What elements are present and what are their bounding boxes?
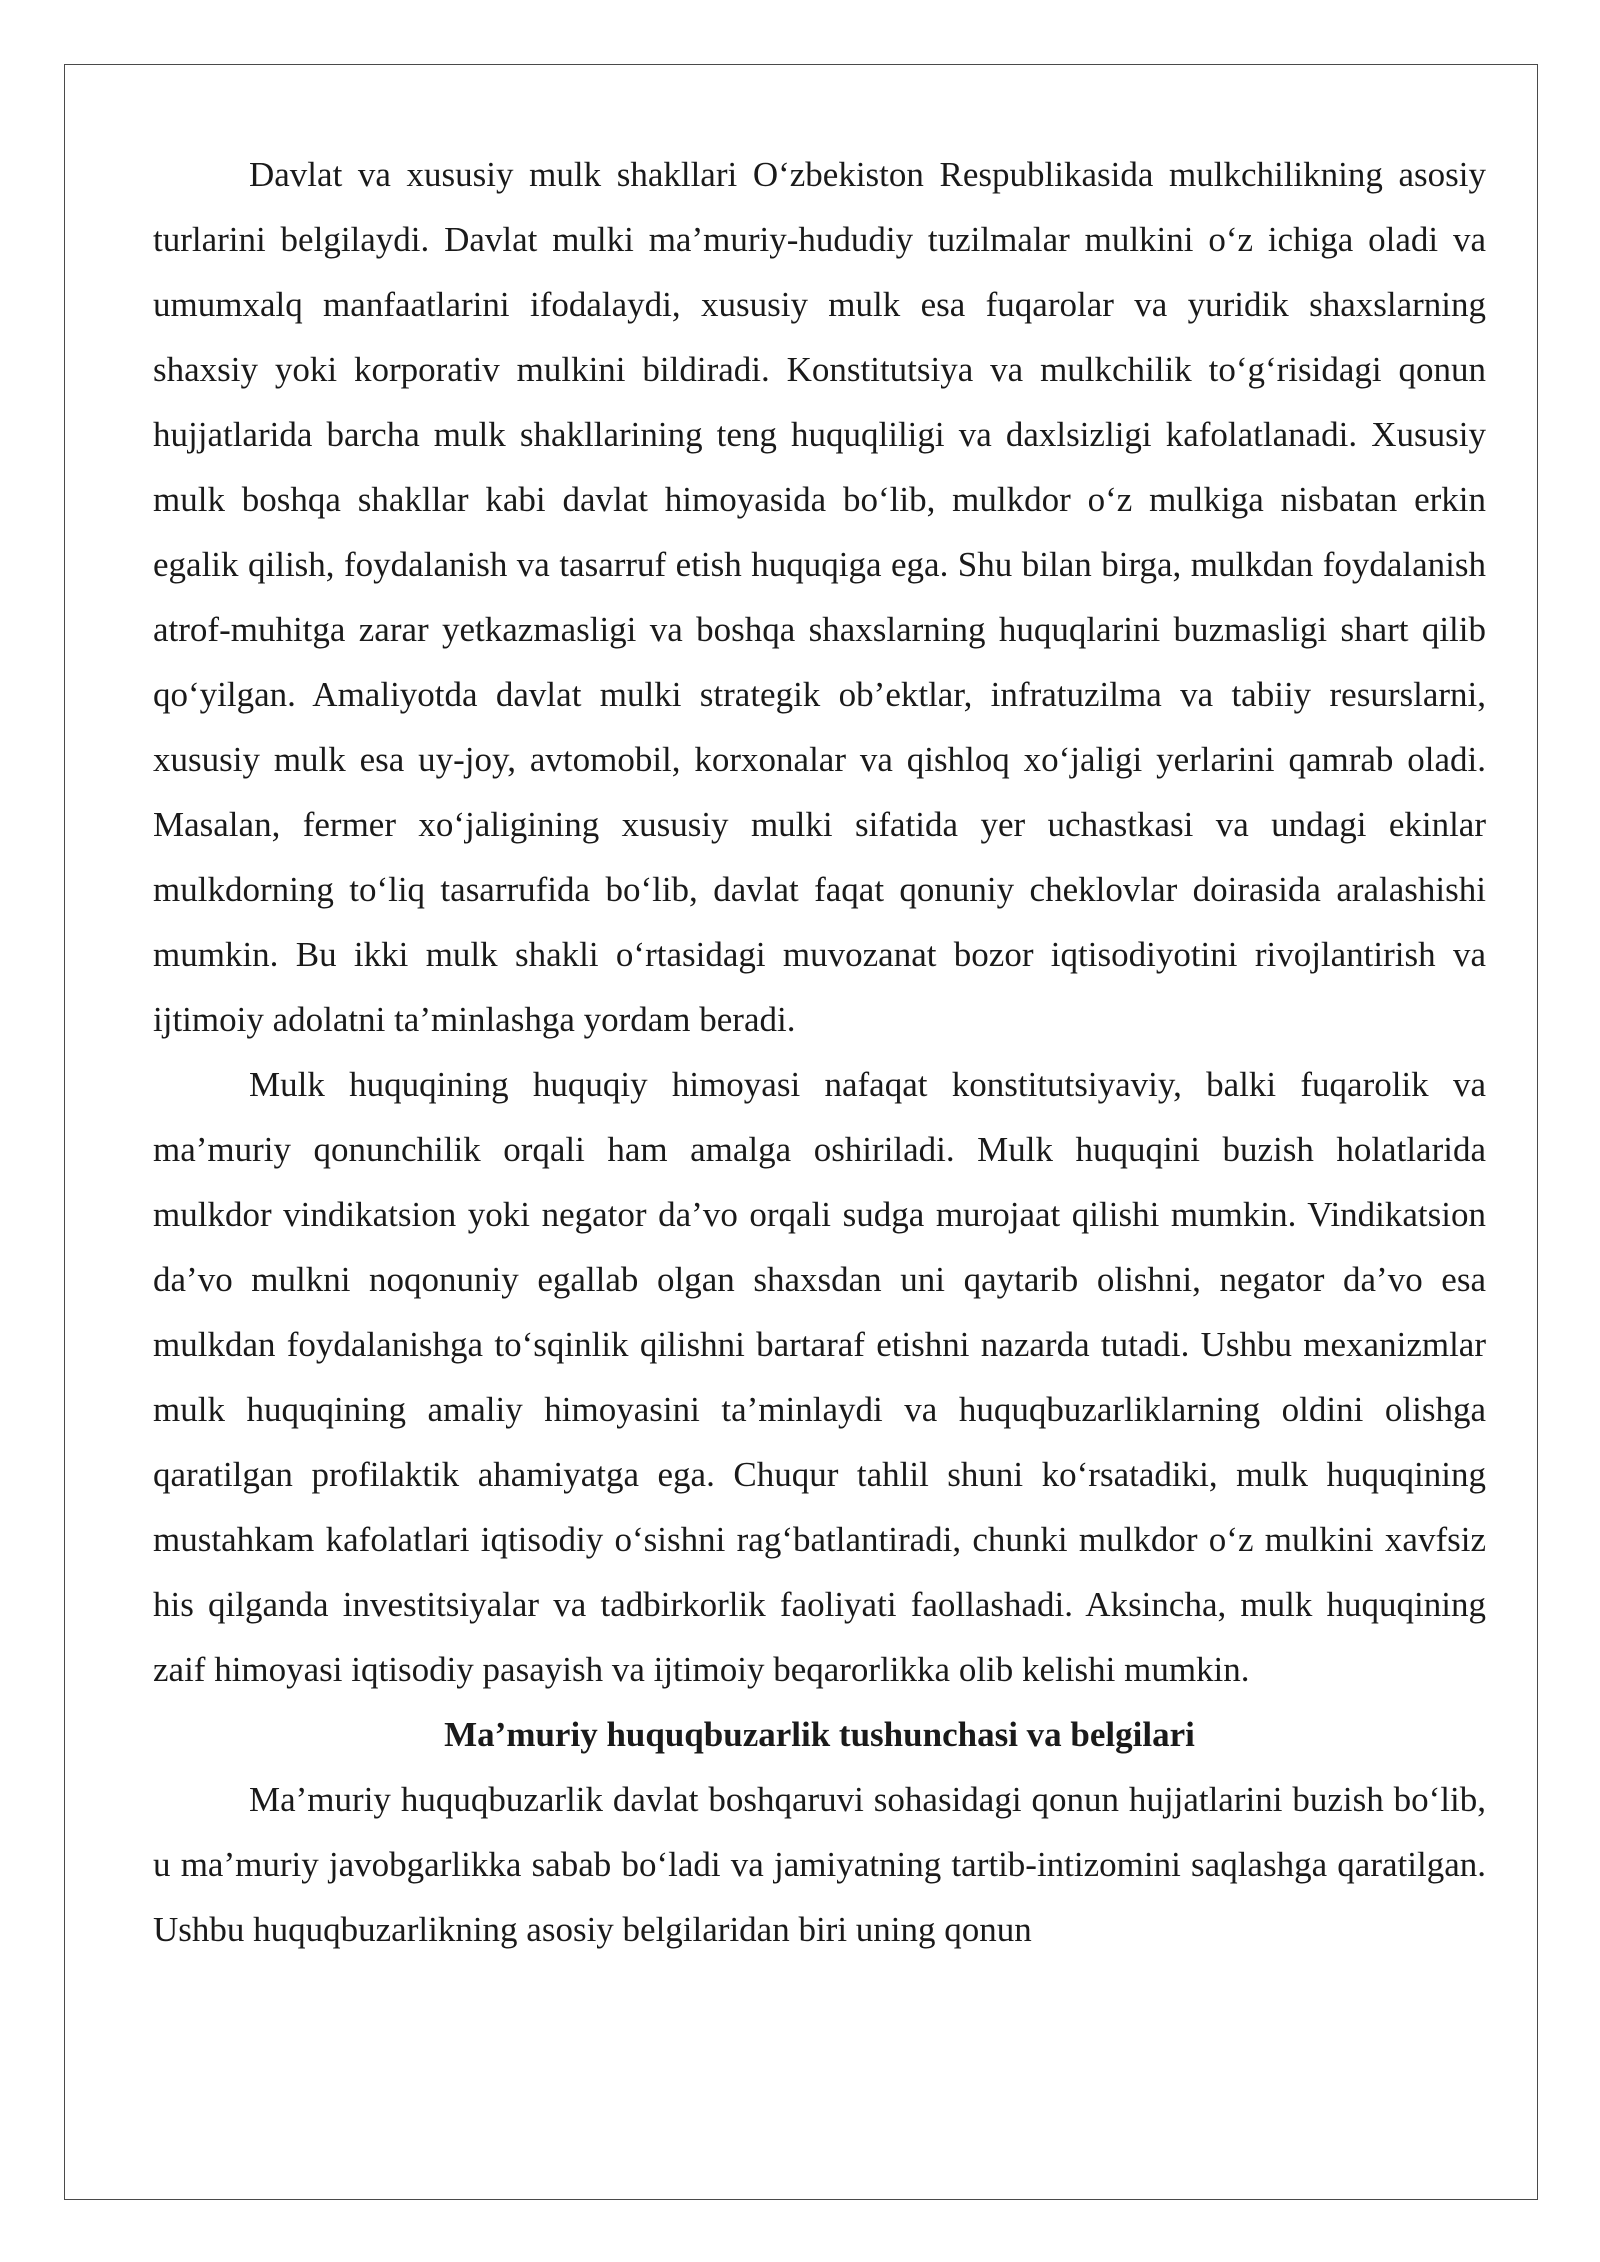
paragraph-property-protection: Mulk huquqining huquqiy himoyasi nafaqat konstitutsiyaviy, balki fuqarolik va ma’muriy qonunchilik orqali ham amalga oshiriladi. Mulk huquqini buzish holatlarida mulkdor vindikatsion yoki negator da’vo orqali sudga murojaat qilishi mumkin. Vindikatsion da’vo mulkni noqonuniy egallab olgan shaxsdan uni qaytarib olishni, negator da’vo esa mulkdan foydalanishga to‘sqinlik qilishni bartaraf etishni nazarda tutadi. Ushbu mexanizmlar mulk huquqining amaliy himoyasini ta’minlaydi va huquqbuzarliklarning oldini olishga qaratilgan profilaktik ahamiyatga ega. Chuqur tahlil shuni ko‘rsatadiki, mulk huquqining mustahkam kafolatlari iqtisodiy o‘sishni rag‘batlantiradi, chunki mulkdor o‘z mulkini xavfsiz his qilganda investitsiyalar va tadbirkorlik faoliyati faollashadi. Aksincha, mulk huquqining zaif himoyasi iqtisodiy pasayish va ijtimoiy beqarorlikka olib kelishi mumkin. xyxy=(153,1065,1486,1689)
document-body xyxy=(153,142,1486,1962)
paragraph-property-forms: Davlat va xususiy mulk shakllari O‘zbekiston Respublikasida mulkchilikning asosiy turlarini belgilaydi. Davlat mulki ma’muriy-hududiy tuzilmalar mulkini o‘z ichiga oladi va umumxalq manfaatlarini ifodalaydi, xususiy mulk esa fuqarolar va yuridik shaxslarning shaxsiy yoki korporativ mulkini bildiradi. Konstitutsiya va mulkchilik to‘g‘risidagi qonun hujjatlarida barcha mulk shakllarining teng huquqliligi va daxlsizligi kafolatlanadi. Xususiy mulk boshqa shakllar kabi davlat himoyasida bo‘lib, mulkdor o‘z mulkiga nisbatan erkin egalik qilish, foydalanish va tasarruf etish huquqiga ega. Shu bilan birga, mulkdan foydalanish atrof-muhitga zarar yetkazmasligi va boshqa shaxslarning huquqlarini buzmasligi shart qilib qo‘yilgan. Amaliyotda davlat mulki strategik ob’ektlar, infratuzilma va tabiiy resurslarni, xususiy mulk esa uy-joy, avtomobil, korxonalar va qishloq xo‘jaligi yerlarini qamrab oladi. Masalan, fermer xo‘jaligining xususiy mulki sifatida yer uchastkasi va undagi ekinlar mulkdorning to‘liq tasarrufida bo‘lib, davlat faqat qonuniy cheklovlar doirasida aralashishi mumkin. Bu ikki mulk shakli o‘rtasidagi muvozanat bozor iqtisodiyotini rivojlantirish va ijtimoiy adolatni ta’minlashga yordam beradi. xyxy=(153,155,1486,1039)
paragraph-administrative-offense: Ma’muriy huquqbuzarlik davlat boshqaruvi sohasidagi qonun hujjatlarini buzish bo‘lib, u ma’muriy javobgarlikka sabab bo‘ladi va jamiyatning tartib-intizomini saqlashga qaratilgan. Ushbu huquqbuzarlikning asosiy belgilaridan biri uning qonun xyxy=(153,1780,1486,1949)
section-heading: Ma’muriy huquqbuzarlik tushunchasi va belgilari xyxy=(444,1715,1195,1754)
